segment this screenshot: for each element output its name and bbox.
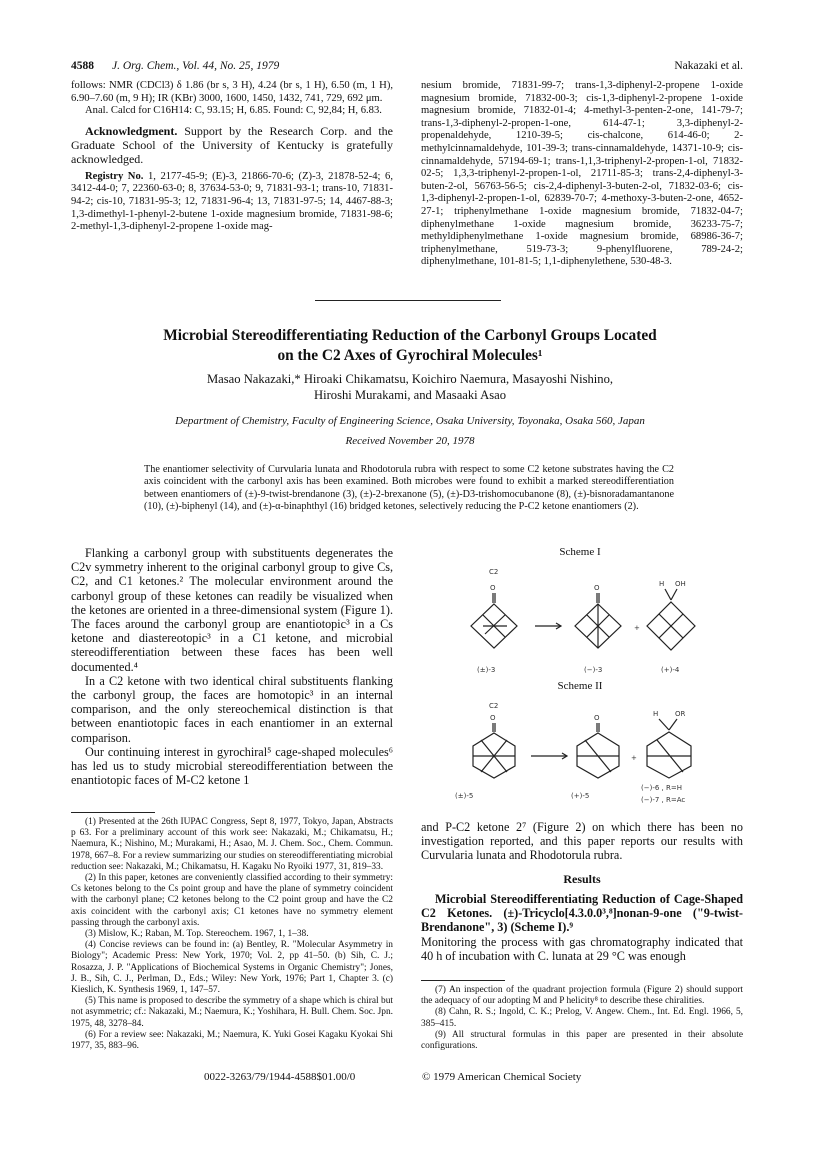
svg-text:O: O <box>594 714 600 722</box>
footnote: (1) Presented at the 26th IUPAC Congress, Sept 8, 1977, Tokyo, Japan, Abstracts p 63. For a preliminary account of this work see: Nakazaki, M.; Chikamatsu, H.; Naemura, K.; Nishino, M.; Murakami, H.; Asao, M. J. Chem. Soc., Chem. Commun. 1978, 667–8. For a review summarizing our studies on stereodifferentiating microbial reduction see: Nakazaki, M.; Chikamatsu, H. Kagaku No Ryoiki 1977, 31, 819–33. <box>71 817 393 872</box>
page-number: 4588 <box>71 60 94 72</box>
svg-text:OR: OR <box>675 710 686 718</box>
plus-sign: + <box>631 754 637 762</box>
svg-text:O: O <box>490 714 496 722</box>
previous-article-left <box>71 80 393 234</box>
ketone-3-minus-structure <box>575 584 621 648</box>
copyright: © 1979 American Chemical Society <box>422 1071 582 1083</box>
footnote: (4) Concise reviews can be found in: (a) Bentley, R. "Molecular Asymmetry in Biology"; Academic Press: New York, 1970; Vol. 2, pp 41–50. (b) Sih, C. J.; Rosazza, J. P. "Applications of Biochemical Systems in Organic Chemistry"; Jones, J. B., Sih, C. J., Perlman, D., Eds.; Wiley: New York, 1976; Part 1, Chapter 3. (c) Kieslich, K. Synthesis 1969, 1, 147–57. <box>71 940 393 996</box>
svg-text:H: H <box>659 580 665 588</box>
body-paragraph: Flanking a carbonyl group with substituents degenerates the C2v symmetry inherent to the original carbonyl group to give Cs, C2, and C1 ketones.² The molecular environment around the carbonyl group of these ketones can readily be visualized when the ketones are oriented in a three-dimensional system (Figure 1). The faces around the carbonyl group are enantiotopic³ in a Cs ketone and diastereotopic³ in a C1 ketone, and microbial stereodifferentiation between these faces has been well documented.⁴ <box>71 546 393 674</box>
body-right-column <box>421 820 743 863</box>
compound-label: (±)-5 <box>455 792 474 800</box>
subsection-heading: Microbial Stereodifferentiating Reduction of Cage-Shaped C2 Ketones. (±)-Tricyclo[4.3.0.0³,⁸]nonan-9-one ("9-twist-Brendanone", 3) (Scheme I).⁹ <box>421 892 743 935</box>
received-date: Received November 20, 1978 <box>345 435 475 447</box>
ketone-5-racemic-structure <box>473 714 515 778</box>
svg-text:H: H <box>653 710 659 718</box>
scheme-1-title: Scheme I <box>559 546 601 558</box>
compound-label: (−)-6 , R=H <box>641 784 682 792</box>
previous-article-right <box>421 80 743 269</box>
compound-label: (+)-4 <box>661 666 680 674</box>
footnote: (6) For a review see: Nakazaki, M.; Naemura, K. Yuki Gosei Kagaku Kyokai Shi 1977, 35, 883–96. <box>71 1029 393 1052</box>
footnote-rule-right <box>421 980 505 981</box>
article-title: Microbial Stereodifferentiating Reduction of the Carbonyl Groups Located on the C2 Axes of Gyrochiral Molecules¹ <box>163 327 657 364</box>
svg-text:O: O <box>594 584 600 592</box>
footnote: (3) Mislow, K.; Raban, M. Top. Stereochem. 1967, 1, 1–38. <box>85 929 309 940</box>
analysis-paragraph: Anal. Calcd for C16H14: C, 93.15; H, 6.85. Found: C, 92,84; H, 6.83. <box>85 105 382 117</box>
compound-label: (+)-5 <box>571 792 590 800</box>
scheme-1-diagram <box>421 562 743 680</box>
c2-axis-label: C2 <box>489 568 499 576</box>
body-paragraph: and P-C2 ketone 2⁷ (Figure 2) on which there has been no investigation reported, and this paper reports our results with Curvularia lunata and Rhodotorula rubra. <box>421 820 743 863</box>
running-author: Nakazaki et al. <box>674 60 743 72</box>
compound-label: (−)-3 <box>584 666 603 674</box>
body-paragraph: Our continuing interest in gyrochiral⁵ cage-shaped molecules⁶ has led us to study microbial stereodifferentiation between the enantiotopic faces of M-C2 ketone 1 <box>71 744 393 788</box>
footnote: (7) An inspection of the quadrant projection formula (Figure 2) should support the adequacy of our adopting M and P helicity⁸ to describe these chiralities. <box>421 985 743 1007</box>
section-heading-results: Results <box>563 872 601 886</box>
footnote: (8) Cahn, R. S.; Ingold, C. K.; Prelog, V. Angew. Chem., Int. Ed. Engl. 1966, 5, 385–415. <box>421 1007 743 1029</box>
body-paragraph: Monitoring the process with gas chromatography indicated that 40 h of incubation with C. lunata at 29 °C was enough <box>421 934 743 963</box>
article-separator <box>315 300 501 301</box>
footnote-rule-left <box>71 812 155 813</box>
body-right-results <box>421 892 743 963</box>
experimental-paragraph: follows: NMR (CDCl3) δ 1.86 (br s, 3 H), 4.24 (br s, 1 H), 6.50 (m, 1 H), 6.90–7.60 (m, 9 H); IR (KBr) 3000, 1600, 1450, 1432, 741, 729, 692 μm. <box>71 80 393 104</box>
svg-text:O: O <box>490 584 496 592</box>
compound-label: (−)-7 , R=Ac <box>641 796 686 804</box>
acknowledgment: Acknowledgment. Support by the Research Corp. and the Graduate School of the University of Kentucky is gratefully acknowledged. <box>71 123 393 166</box>
scheme-2-diagram <box>421 696 743 806</box>
plus-sign: + <box>634 624 640 632</box>
footnotes-left <box>71 817 393 1052</box>
alcohol-6-structure <box>647 710 691 778</box>
registry-numbers: Registry No. 1, 2177-45-9; (E)-3, 21866-70-6; (Z)-3, 21878-52-4; 6, 3412-44-0; 7, 22360-63-0; 8, 37634-53-0; 9, 71831-93-1; trans-10, 71831-94-2; cis-10, 71831-95-3; 12, 71831-96-4; 13, 71831-97-5; 14, 4467-88-3; 1,3-dimethyl-1-phenyl-2-butene 1-oxide magnesium bromide, 71831-98-6; 2-methyl-1,3-diphenyl-2-propene 1-oxide mag- <box>71 170 393 233</box>
ketone-5-plus-structure <box>577 714 619 778</box>
author-list: Masao Nakazaki,* Hiroaki Chikamatsu, Koichiro Naemura, Masayoshi Nishino, Hiroshi Murakami, and Masaaki Asao <box>206 372 614 402</box>
footnote: (5) This name is proposed to describe the symmetry of a shape which is chiral but not asymmetric; cf.: Nakazaki, M.; Naemura, K.; Yoshihara, H. Bull. Chem. Soc. Jpn. 1975, 48, 3278–84. <box>71 996 393 1029</box>
footnotes-right <box>421 985 743 1052</box>
footnote: (2) In this paper, ketones are conveniently classified according to their symmetry: Cs ketones belong to the Cs point group and have the plane of symmetry coincident with the carbonyl plane; C2 ketones belong to the C2 point group and have the C2 axis coincident with the carbonyl axis; C1 ketones have no symmetry element passing through the carbonyl axis. <box>71 873 393 928</box>
body-left-column <box>71 546 393 787</box>
journal-citation: J. Org. Chem., Vol. 44, No. 25, 1979 <box>112 60 280 72</box>
ketone-3-racemic-structure <box>471 584 517 648</box>
svg-text:OH: OH <box>675 580 686 588</box>
scheme-2-title: Scheme II <box>557 680 603 692</box>
compound-label: (±)-3 <box>477 666 496 674</box>
article-code: 0022-3263/79/1944-4588$01.00/0 <box>204 1071 356 1083</box>
registry-continued: nesium bromide, 71831-99-7; trans-1,3-diphenyl-2-propene 1-oxide magnesium bromide, 71832-00-3; cis-1,3-diphenyl-2-propene 1-oxide magnesium bromide, 71832-01-4; 4-methyl-3-penten-2-one, 141-79-7; trans-1,3-diphenyl-2-propen-1-one, 614-47-1; 3,3-diphenyl-2-propenaldehyde, 1210-39-5; cis-chalcone, 614-46-0; 2-methylcinnamaldehyde, 101-39-3; trans-cinnamaldehyde, 14371-10-9; cis-cinnamaldehyde, 57194-69-1; trans-1,1,3-triphenyl-2-propen-1-ol, 71832-02-5; 1,3,3-triphenyl-2-propen-1-ol, 21711-85-3; trans-2,4-diphenyl-3-buten-2-ol, 56763-56-5; cis-2,4-diphenyl-3-buten-2-ol, 71832-03-6; cis-1,3-diphenyl-2-propen-1-ol, 62839-70-7; 4-methoxy-3-buten-2-one, 4652-27-1; triphenylmethane 1-oxide magnesium bromide, 71832-04-7; diphenylmethane 1-oxide magnesium bromide, 36233-75-7; methyldiphenylmethane 1-oxide magnesium bromide, 68986-36-7; triphenylmethane, 519-73-3; 9-phenylfluorene, 789-24-2; diphenylmethane, 101-81-5; 1,1-diphenylethene, 530-48-3. <box>421 80 743 268</box>
alcohol-4-structure <box>647 580 695 650</box>
affiliation: Department of Chemistry, Faculty of Engineering Science, Osaka University, Toyonaka, Osaka 560, Japan <box>175 415 645 427</box>
abstract: The enantiomer selectivity of Curvularia lunata and Rhodotorula rubra with respect to some C2 ketone substrates having the C2 axis coincident with the carbonyl axis has been examined. Both microbes were found to exhibit a marked stereodifferentiation between enantiomers of (±)-9-twist-brendanone (3), (±)-2-brexanone (5), (±)-D3-trishomocubanone (8), (±)-bisnoradamantanone (10), (±)-biphenyl (14), and (±)-α-binaphthyl (16) bridged ketones, selectively reducing the P-C2 ketone enantiomers (2). <box>144 464 674 513</box>
body-paragraph: In a C2 ketone with two identical chiral substituents flanking the carbonyl group, the faces are homotopic³ in an internal comparison, and the only stereochemical distinction is that between enantiotopic faces in each enantiomer in an external comparison. <box>71 673 393 745</box>
c2-axis-label: C2 <box>489 702 499 710</box>
footnote: (9) All structural formulas in this paper are presented in their absolute configurations. <box>421 1029 743 1052</box>
